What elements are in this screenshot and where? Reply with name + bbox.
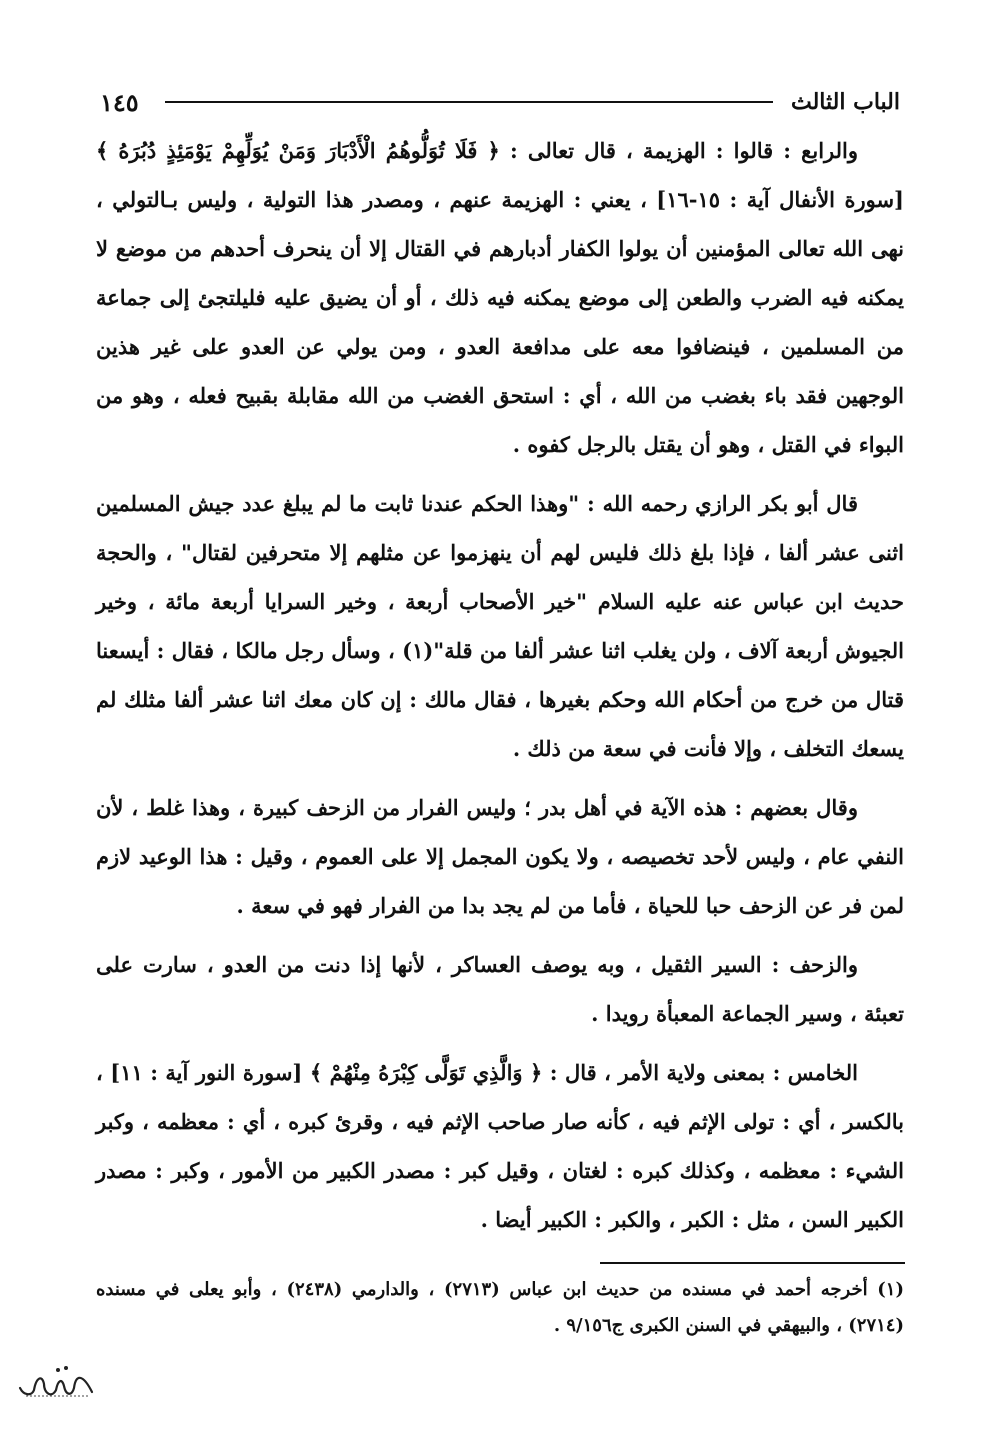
publisher-logo <box>14 1358 98 1408</box>
page-number: ١٤٥ <box>100 87 139 117</box>
chapter-title: الباب الثالث <box>791 89 900 115</box>
paragraph-zahf-definition: والزحف : السير الثقيل ، وبه يوصف العساكر ، لأنها إذا دنت من العدو ، سارت على تعبئة ، وسير الجماعة المعبأة رويدا . <box>96 952 904 1026</box>
footnote-1: (١) أخرجه أحمد في مسنده من حديث ابن عباس (٢٧١٣) ، والدارمي (٢٤٣٨) ، وأبو يعلى في مسنده (٢٧١٤) ، والبيهقي في السنن الكبرى ج٩/١٥٦ . <box>96 1279 904 1336</box>
footnotes <box>96 1272 904 1344</box>
paragraph-badr-opinion: وقال بعضهم : هذه الآية في أهل بدر ؛ وليس الفرار من الزحف كبيرة ، وهذا غلط ، لأن النفي عام ، وليس لأحد تخصيصه ، ولا يكون المجمل إلا على العموم ، وقيل : هذا الوعيد لازم لمن فر عن الزحف حبا للحياة ، فأما من لم يجد بدا من الفرار فهو في سعة . <box>96 795 904 918</box>
footnote-separator <box>600 1262 905 1264</box>
paragraph-razi-quote: قال أبو بكر الرازي رحمه الله : "وهذا الحكم عندنا ثابت ما لم يبلغ عدد جيش المسلمين اثنى عشر ألفا ، فإذا بلغ ذلك فليس لهم أن ينهزموا عن مثلهم إلا متحرفين لقتال" ، والحجة حديث ابن عباس عنه عليه السلام "خير الأصحاب أربعة ، وخير السرايا أربعة مائة ، وخير الجيوش أربعة آلاف ، ولن يغلب اثنا عشر ألفا من قلة"(١) ، وسأل رجل مالكا ، فقال : أيسعنا قتال من خرج من أحكام الله وحكم بغيرها ، فقال مالك : إن كان معك اثنا عشر ألفا مثلك لم يسعك التخلف ، وإلا فأنت في سعة من ذلك . <box>96 491 904 761</box>
paragraph-fourth-meaning: والرابع : قالوا : الهزيمة ، قال تعالى : ﴿ فَلَا تُوَلُّوهُمُ الْأَدْبَارَ وَمَنْ يُوَلِّهِمْ يَوْمَئِذٍ دُبُرَهُ ﴾ [سورة الأنفال آية : ١٥-١٦] ، يعني : الهزيمة عنهم ، ومصدر هذا التولية ، وليس بـالتولي ، نهى الله تعالى المؤمنين أن يولوا الكفار أدبارهم في القتال إلا أن ينحرف أحدهم من موضع لا يمكنه فيه الضرب والطعن إلى موضع يمكنه فيه ذلك ، أو أن يضيق عليه فليلتجئ إلى جماعة من المسلمين ، فينضافوا معه على مدافعة العدو ، ومن يولي عن العدو على غير هذين الوجهين فقد باء بغضب من الله ، أي : استحق الغضب من الله مقابلة بقبيح فعله ، وهو من البواء في القتل ، وهو أن يقتل بالرجل كفوه . <box>96 138 904 457</box>
running-header <box>100 84 900 120</box>
main-text <box>96 126 904 1244</box>
header-rule <box>165 101 773 103</box>
paragraph-fifth-meaning: الخامس : بمعنى ولاية الأمر ، قال : ﴿ وَالَّذِي تَوَلَّى كِبْرَهُ مِنْهُمْ ﴾ [سورة النور آية : ١١] ، بالكسر ، أي : تولى الإثم فيه ، كأنه صار صاحب الإثم فيه ، وقرئ كبره ، أي : معظمه ، وكبر الشيء : معظمه ، وكذلك كبره : لغتان ، وقيل كبر : مصدر الكبير من الأمور ، وكبر : مصدر الكبير السن ، مثل : الكبر ، والكبر : الكبير أيضا . <box>96 1060 904 1232</box>
